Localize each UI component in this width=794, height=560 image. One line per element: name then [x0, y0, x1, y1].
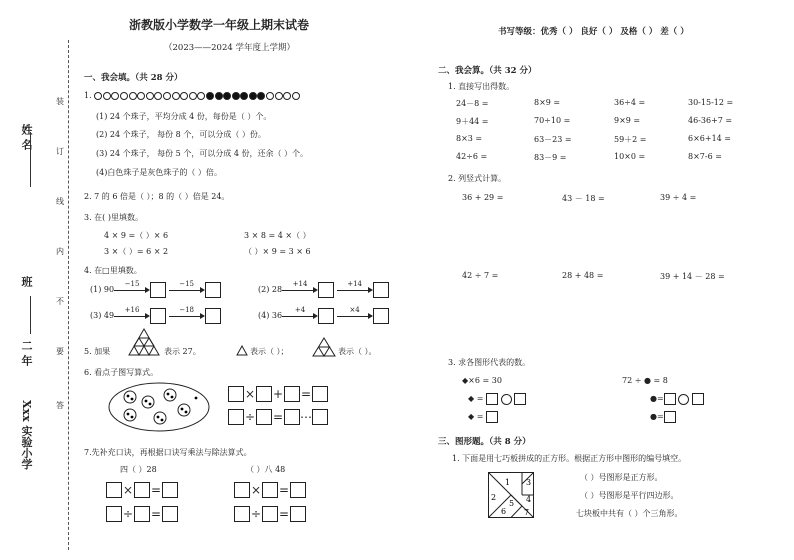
bead — [163, 92, 171, 100]
chain-3: (3) 49 +16 −18 — [90, 308, 221, 324]
s3-line3: 七块板中共有（ ）个三角形。 — [576, 509, 683, 518]
tangram-square — [488, 472, 534, 518]
s1-q5-d: 表示（ ）。 — [338, 347, 377, 356]
triangle-grid-icon — [128, 328, 160, 356]
q7-eq-2: ÷ = — [106, 506, 178, 522]
bead — [249, 92, 257, 100]
q7-eq-1: × = — [106, 482, 178, 498]
svg-text:1: 1 — [505, 478, 511, 487]
s1-q1-sub: (1) 24 个珠子，平均分成 4 份，每份是（ ）个。 — [96, 112, 272, 121]
bead — [197, 92, 205, 100]
svg-text:2: 2 — [491, 493, 497, 502]
bead — [129, 92, 137, 100]
bead — [146, 92, 154, 100]
s3-line2: （ ）号图形是平行四边形。 — [580, 491, 679, 500]
grade-underline — [30, 300, 31, 332]
binding-char: 订 — [56, 147, 64, 156]
bead — [266, 92, 274, 100]
binding-char: 装 — [56, 97, 64, 106]
s1-q3-eq: 3 ×（ ）= 6 × 2 — [104, 247, 169, 256]
binding-char: 不 — [56, 297, 64, 306]
binding-char: 要 — [56, 347, 64, 356]
bead — [103, 92, 111, 100]
svg-text:5: 5 — [509, 499, 515, 508]
calc-item: 59＋2 = — [614, 135, 647, 144]
q6-eq-1: × + = — [228, 386, 328, 402]
q3-diamond-row: ◆ = — [468, 393, 526, 405]
triangle-small-grid-icon — [312, 337, 336, 357]
s1-q2: 2. 7 的 6 倍是（ ）；8 的（ ）倍是 24。 — [84, 192, 230, 201]
bead — [189, 92, 197, 100]
vertical-calc-item: 39 + 14 － 28 = — [660, 272, 725, 281]
bead — [223, 92, 231, 100]
bead-row — [94, 91, 300, 100]
binding-char: 内 — [56, 247, 64, 256]
svg-text:4: 4 — [526, 495, 532, 504]
triangle-icon — [236, 345, 248, 356]
bead — [137, 92, 145, 100]
calc-item: 83－9 = — [534, 153, 567, 162]
calc-item: 8×9 = — [534, 98, 561, 107]
bead — [215, 92, 223, 100]
s1-q1: 1. — [84, 91, 300, 100]
bead — [283, 92, 291, 100]
s1-q3-eq: （ ）× 9 = 3 × 6 — [244, 247, 311, 256]
vertical-calc-item: 42 ÷ 7 = — [462, 271, 499, 280]
page-subtitle: （2023——2024 学年度上学期） — [164, 43, 295, 53]
calc-item: 9＋44 = — [456, 117, 489, 126]
s1-q6: 6. 看点子图写算式。 — [84, 368, 159, 377]
svg-text:7: 7 — [524, 508, 530, 517]
vertical-calc-item: 36 + 29 = — [462, 193, 504, 202]
bead — [275, 92, 283, 100]
s3-q1: 1. 下面是用七巧板拼成的正方形。根据正方形中图形的编号填空。 — [452, 454, 687, 463]
bead — [120, 92, 128, 100]
section3-heading: 三、图形题。（共 8 分） — [438, 437, 531, 447]
calc-item: 8×7-6 = — [688, 152, 722, 161]
chain-2: (2) 28 +14 +14 — [258, 282, 389, 298]
s1-q5-a: 5. 加果 — [84, 347, 111, 356]
section2-heading: 二、我会算。（共 32 分） — [438, 66, 537, 76]
name-label: 姓 名 — [20, 124, 33, 150]
q7-rhyme-right: （ ）八 48 — [246, 465, 286, 474]
q3-left-eq: ◆×6 = 30 — [462, 376, 502, 385]
vertical-calc-item: 43 － 18 = — [562, 194, 605, 203]
binding-line — [68, 40, 69, 550]
s1-q1-sub: (4)白色珠子是灰色珠子的（ ）倍。 — [96, 168, 222, 177]
chain-1: (1) 90 −15 −15 — [90, 282, 221, 298]
s1-q1-sub: (2) 24 个珠子， 每份 8 个，可以分成（ ）份。 — [96, 130, 266, 139]
calc-item: 36÷4 = — [614, 98, 646, 107]
vertical-calc-item: 28 + 48 = — [562, 271, 604, 280]
s1-q5-b: 表示 27。 — [164, 347, 201, 356]
s2-q1: 1. 直接写出得数。 — [448, 82, 515, 91]
svg-text:3: 3 — [526, 478, 532, 487]
svg-text:6: 6 — [501, 507, 507, 516]
binding-char: 线 — [56, 197, 64, 206]
bead — [206, 92, 214, 100]
s3-line1: （ ）号图形是正方形。 — [580, 473, 663, 482]
s1-q1-sub: (3) 24 个珠子， 每份 5 个，可以分成 4 份，还余（ ）个。 — [96, 149, 309, 158]
calc-item: 6×6+14 = — [688, 134, 732, 143]
s1-q3-eq: 4 × 9 =（ ）× 6 — [104, 231, 169, 240]
calc-item: 10×0 = — [614, 152, 646, 161]
q3-dot-row: ●= — [650, 393, 704, 405]
s1-q7: 7.先补充口诀，再根据口诀写乘法与除法算式。 — [84, 448, 252, 457]
q7-rhyme-left: 四（ ）28 — [120, 465, 157, 474]
q3-right-eq: 72 ÷ ● = 8 — [622, 376, 668, 385]
bead — [292, 92, 300, 100]
calc-item: 70÷10 = — [534, 116, 571, 125]
s2-q2: 2. 列竖式计算。 — [448, 174, 507, 183]
page-title: 浙教版小学数学一年级上期末试卷 — [129, 18, 310, 32]
calc-item: 24－8 = — [456, 99, 489, 108]
binding-char: 答 — [56, 401, 64, 410]
q7-eq-4: ÷ = — [234, 506, 306, 522]
s1-q3-eq: 3 × 8 = 4 ×（ ） — [244, 231, 311, 240]
calc-item: 9×9 = — [614, 116, 641, 125]
section1-heading: 一、我会填。（共 28 分） — [84, 73, 183, 83]
name-underline — [30, 132, 31, 187]
class-label: 班 — [20, 276, 33, 287]
bead — [94, 92, 102, 100]
q3-dot-row: ●= — [650, 411, 676, 423]
calc-item: 30-15-12 = — [688, 98, 734, 107]
s1-q4: 4. 在□里填数。 — [84, 266, 142, 275]
chain-4: (4) 36 +4 ×4 — [258, 308, 389, 324]
q7-eq-3: × = — [234, 482, 306, 498]
dot-group-picture — [108, 382, 210, 432]
calc-item: 46-36+7 = — [688, 116, 733, 125]
vertical-calc-item: 39 ÷ 4 = — [660, 193, 697, 202]
bead — [232, 92, 240, 100]
school-label: Xxx 实验小学 — [20, 400, 33, 470]
q3-diamond-row: ◆ = — [468, 411, 498, 423]
grade-rating: 书写等级：优秀（ ） 良好（ ） 及格（ ） 差（ ） — [498, 27, 689, 37]
bead — [111, 92, 119, 100]
calc-item: 42÷6 = — [456, 152, 488, 161]
calc-item: 8×3 = — [456, 134, 483, 143]
q6-eq-2: ÷ = ⋯ — [228, 409, 328, 425]
bead — [180, 92, 188, 100]
bead — [154, 92, 162, 100]
bead — [257, 92, 265, 100]
s1-q3: 3. 在( )里填数。 — [84, 213, 143, 222]
bead — [172, 92, 180, 100]
s1-q5-c: 表示（ ）； — [250, 347, 289, 356]
calc-item: 63－23 = — [534, 135, 572, 144]
s2-q3: 3. 求各图形代表的数。 — [448, 358, 531, 367]
bead — [240, 92, 248, 100]
grade-label: 二 年 — [20, 340, 33, 366]
